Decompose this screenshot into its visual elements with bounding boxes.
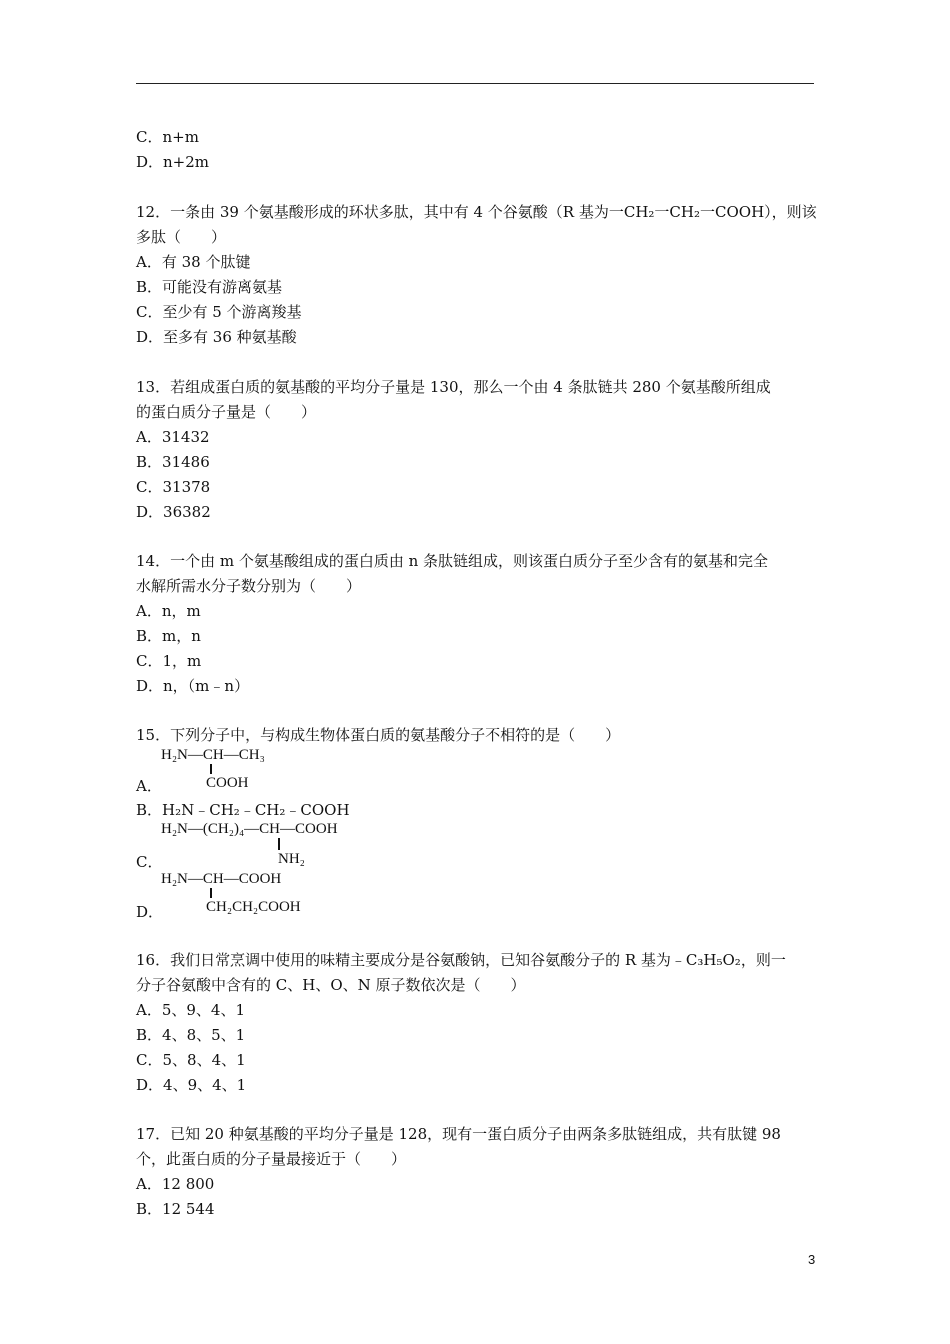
question-13-option-a: A．31432 bbox=[136, 428, 210, 446]
question-13-stem: 13．若组成蛋白质的氨基酸的平均分子量是 130，那么一个由 4 条肽链共 280 个氨基酸所组成 bbox=[136, 378, 771, 396]
structure-a-bottom: COOH bbox=[206, 775, 249, 791]
question-13-stem-cont: 的蛋白质分子量是（ ） bbox=[136, 403, 317, 421]
question-13-option-b: B．31486 bbox=[136, 453, 210, 471]
structure-d-top: H₂N—CH—COOH bbox=[161, 871, 282, 887]
question-16-stem: 16．我们日常烹调中使用的味精主要成分是谷氨酸钠，已知谷氨酸分子的 R 基为﹣C₃H₅O₂，则一 bbox=[136, 951, 786, 969]
structure-c-bottom: NH₂ bbox=[278, 851, 305, 867]
question-12-option-a: A．有 38 个肽键 bbox=[136, 253, 251, 271]
question-12-option-b: B．可能没有游离氨基 bbox=[136, 278, 283, 296]
question-12-stem-cont: 多肽（ ） bbox=[136, 228, 227, 246]
question-17-option-a: A．12 800 bbox=[136, 1175, 215, 1193]
question-15-option-d-label: D． bbox=[136, 903, 164, 921]
question-14-option-c: C．1，m bbox=[136, 652, 202, 670]
structure-d-bond bbox=[210, 888, 212, 898]
question-16-option-b: B．4、8、5、1 bbox=[136, 1026, 246, 1044]
question-12-option-d: D．至多有 36 种氨基酸 bbox=[136, 328, 297, 346]
question-15-option-b: B．H₂N﹣CH₂﹣CH₂﹣COOH bbox=[136, 801, 350, 819]
question-17-stem-cont: 个，此蛋白质的分子量最接近于（ ） bbox=[136, 1150, 407, 1168]
question-14-option-b: B．m，n bbox=[136, 627, 201, 645]
structure-a-top: H₂N—CH—CH₃ bbox=[161, 747, 265, 763]
question-14-option-d: D．n，（m﹣n） bbox=[136, 677, 250, 695]
question-14-stem-cont: 水解所需水分子数分别为（ ） bbox=[136, 577, 362, 595]
question-12-option-c: C．至少有 5 个游离羧基 bbox=[136, 303, 302, 321]
question-15-option-c-label: C． bbox=[136, 853, 163, 871]
option-c: C．n+m bbox=[136, 128, 199, 146]
question-17-option-b: B．12 544 bbox=[136, 1200, 215, 1218]
question-16-option-d: D．4、9、4、1 bbox=[136, 1076, 247, 1094]
question-16-stem-cont: 分子谷氨酸中含有的 C、H、O、N 原子数依次是（ ） bbox=[136, 976, 526, 994]
structure-a-bond bbox=[210, 764, 212, 774]
page-number: 3 bbox=[808, 1252, 816, 1267]
structure-c-top: H₂N—(CH₂)₄—CH—COOH bbox=[161, 821, 338, 837]
question-17-stem: 17．已知 20 种氨基酸的平均分子量是 128，现有一蛋白质分子由两条多肽链组成，共有肽键 98 bbox=[136, 1125, 781, 1143]
question-16-option-c: C．5、8、4、1 bbox=[136, 1051, 246, 1069]
question-14-option-a: A．n，m bbox=[136, 602, 201, 620]
question-15-option-a-label: A． bbox=[136, 777, 162, 795]
question-13-option-d: D．36382 bbox=[136, 503, 211, 521]
question-16-option-a: A．5、9、4、1 bbox=[136, 1001, 246, 1019]
question-12-stem: 12．一条由 39 个氨基酸形成的环状多肽，其中有 4 个谷氨酸（R 基为一CH₂一CH₂一COOH），则该 bbox=[136, 203, 817, 221]
question-15-stem: 15．下列分子中，与构成生物体蛋白质的氨基酸分子不相符的是（ ） bbox=[136, 726, 621, 744]
structure-c-bond bbox=[278, 838, 280, 850]
structure-d-bottom: CH₂CH₂COOH bbox=[206, 899, 301, 915]
header-rule bbox=[136, 83, 814, 84]
question-14-stem: 14．一个由 m 个氨基酸组成的蛋白质由 n 条肽链组成，则该蛋白质分子至少含有的氨基和完全 bbox=[136, 552, 769, 570]
question-13-option-c: C．31378 bbox=[136, 478, 211, 496]
option-d: D．n+2m bbox=[136, 153, 210, 171]
